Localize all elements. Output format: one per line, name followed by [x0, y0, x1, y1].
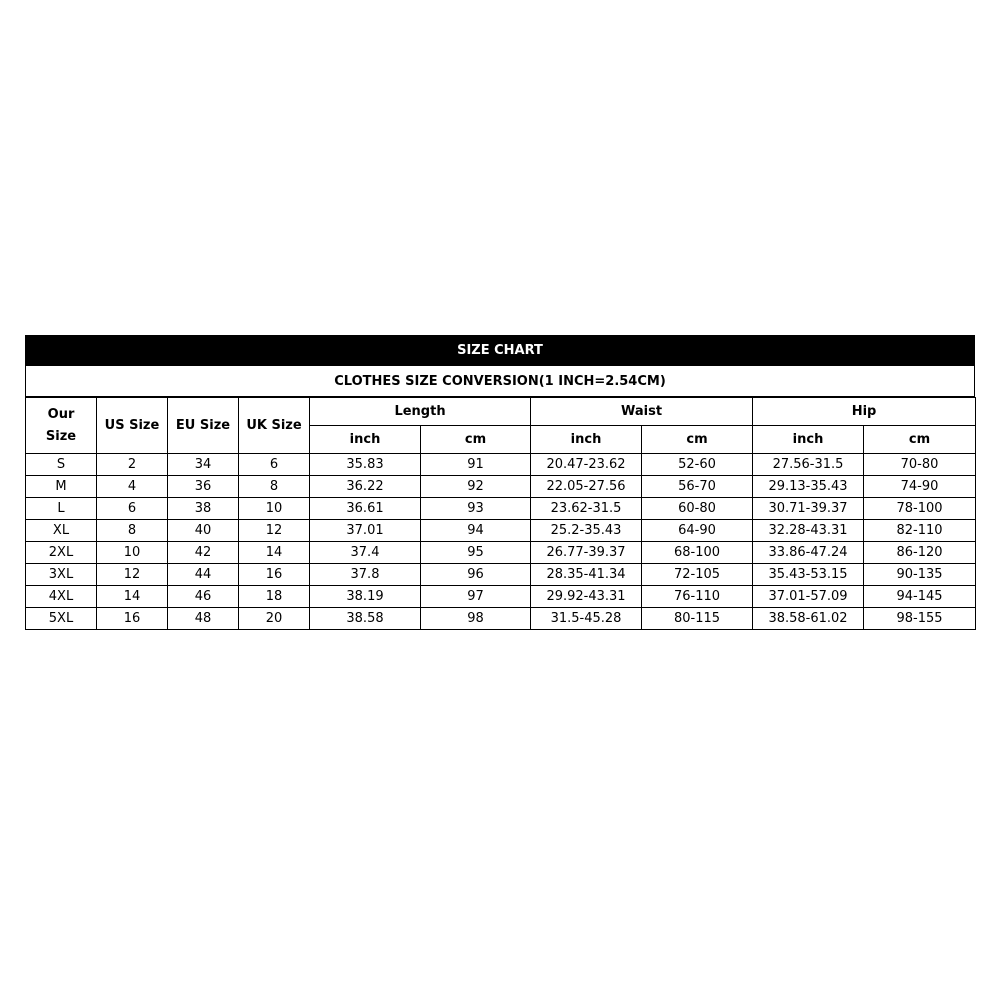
header-hip-inch: inch [753, 426, 864, 454]
header-our-size-line2: Size [45, 428, 77, 444]
cell-our-size: M [26, 476, 97, 498]
cell-hip-inch: 37.01-57.09 [753, 586, 864, 608]
header-waist-cm: cm [642, 426, 753, 454]
header-our-size [26, 398, 97, 454]
size-table [25, 397, 976, 630]
cell-waist-cm: 68-100 [642, 542, 753, 564]
table-row [26, 476, 976, 498]
cell-waist-cm: 72-105 [642, 564, 753, 586]
table-row [26, 454, 976, 476]
cell-hip-cm: 94-145 [864, 586, 976, 608]
header-uk-size: UK Size [239, 398, 310, 454]
cell-us-size: 12 [97, 564, 168, 586]
cell-eu-size: 34 [168, 454, 239, 476]
cell-waist-inch: 26.77-39.37 [531, 542, 642, 564]
cell-length-cm: 91 [421, 454, 531, 476]
cell-length-cm: 95 [421, 542, 531, 564]
cell-hip-cm: 90-135 [864, 564, 976, 586]
cell-length-cm: 92 [421, 476, 531, 498]
cell-us-size: 8 [97, 520, 168, 542]
cell-eu-size: 42 [168, 542, 239, 564]
cell-hip-inch: 30.71-39.37 [753, 498, 864, 520]
cell-eu-size: 44 [168, 564, 239, 586]
cell-eu-size: 40 [168, 520, 239, 542]
cell-length-cm: 97 [421, 586, 531, 608]
header-length-inch: inch [310, 426, 421, 454]
cell-length-inch: 38.58 [310, 608, 421, 630]
header-waist-inch: inch [531, 426, 642, 454]
cell-length-inch: 37.01 [310, 520, 421, 542]
cell-length-cm: 96 [421, 564, 531, 586]
header-eu-size: EU Size [168, 398, 239, 454]
cell-eu-size: 38 [168, 498, 239, 520]
cell-waist-cm: 76-110 [642, 586, 753, 608]
cell-waist-inch: 28.35-41.34 [531, 564, 642, 586]
cell-waist-inch: 31.5-45.28 [531, 608, 642, 630]
header-waist: Waist [531, 398, 753, 426]
cell-uk-size: 12 [239, 520, 310, 542]
cell-us-size: 14 [97, 586, 168, 608]
cell-our-size: 2XL [26, 542, 97, 564]
cell-hip-inch: 32.28-43.31 [753, 520, 864, 542]
header-hip-cm: cm [864, 426, 976, 454]
cell-us-size: 16 [97, 608, 168, 630]
cell-our-size: 3XL [26, 564, 97, 586]
cell-hip-cm: 70-80 [864, 454, 976, 476]
header-us-size: US Size [97, 398, 168, 454]
cell-hip-inch: 33.86-47.24 [753, 542, 864, 564]
cell-waist-cm: 80-115 [642, 608, 753, 630]
cell-length-inch: 37.4 [310, 542, 421, 564]
cell-uk-size: 18 [239, 586, 310, 608]
cell-hip-cm: 74-90 [864, 476, 976, 498]
cell-length-inch: 36.22 [310, 476, 421, 498]
cell-waist-cm: 60-80 [642, 498, 753, 520]
cell-our-size: S [26, 454, 97, 476]
cell-length-cm: 98 [421, 608, 531, 630]
table-row [26, 520, 976, 542]
table-row [26, 498, 976, 520]
cell-our-size: XL [26, 520, 97, 542]
cell-hip-cm: 82-110 [864, 520, 976, 542]
cell-length-cm: 93 [421, 498, 531, 520]
table-row [26, 586, 976, 608]
cell-waist-inch: 23.62-31.5 [531, 498, 642, 520]
cell-length-cm: 94 [421, 520, 531, 542]
cell-length-inch: 36.61 [310, 498, 421, 520]
cell-length-inch: 37.8 [310, 564, 421, 586]
cell-our-size: L [26, 498, 97, 520]
cell-waist-inch: 29.92-43.31 [531, 586, 642, 608]
cell-us-size: 2 [97, 454, 168, 476]
cell-uk-size: 20 [239, 608, 310, 630]
size-chart [25, 335, 975, 630]
cell-eu-size: 36 [168, 476, 239, 498]
cell-hip-inch: 27.56-31.5 [753, 454, 864, 476]
header-length: Length [310, 398, 531, 426]
cell-length-inch: 38.19 [310, 586, 421, 608]
table-row [26, 608, 976, 630]
cell-hip-cm: 86-120 [864, 542, 976, 564]
cell-waist-cm: 56-70 [642, 476, 753, 498]
cell-waist-inch: 20.47-23.62 [531, 454, 642, 476]
cell-uk-size: 16 [239, 564, 310, 586]
cell-uk-size: 8 [239, 476, 310, 498]
cell-uk-size: 6 [239, 454, 310, 476]
cell-us-size: 10 [97, 542, 168, 564]
size-chart-title: SIZE CHART [25, 335, 975, 366]
cell-our-size: 4XL [26, 586, 97, 608]
cell-us-size: 6 [97, 498, 168, 520]
cell-hip-cm: 98-155 [864, 608, 976, 630]
cell-uk-size: 10 [239, 498, 310, 520]
cell-hip-inch: 38.58-61.02 [753, 608, 864, 630]
cell-waist-cm: 52-60 [642, 454, 753, 476]
cell-us-size: 4 [97, 476, 168, 498]
cell-eu-size: 48 [168, 608, 239, 630]
table-row [26, 564, 976, 586]
size-table-body [26, 454, 976, 630]
header-hip: Hip [753, 398, 976, 426]
cell-uk-size: 14 [239, 542, 310, 564]
header-row-primary [26, 398, 976, 426]
cell-waist-cm: 64-90 [642, 520, 753, 542]
cell-hip-inch: 29.13-35.43 [753, 476, 864, 498]
cell-hip-inch: 35.43-53.15 [753, 564, 864, 586]
size-conversion-subtitle: CLOTHES SIZE CONVERSION(1 INCH=2.54CM) [25, 366, 975, 397]
header-length-cm: cm [421, 426, 531, 454]
cell-our-size: 5XL [26, 608, 97, 630]
cell-eu-size: 46 [168, 586, 239, 608]
cell-waist-inch: 22.05-27.56 [531, 476, 642, 498]
cell-hip-cm: 78-100 [864, 498, 976, 520]
header-our-size-line1: Our [47, 406, 75, 422]
cell-waist-inch: 25.2-35.43 [531, 520, 642, 542]
cell-length-inch: 35.83 [310, 454, 421, 476]
table-row [26, 542, 976, 564]
